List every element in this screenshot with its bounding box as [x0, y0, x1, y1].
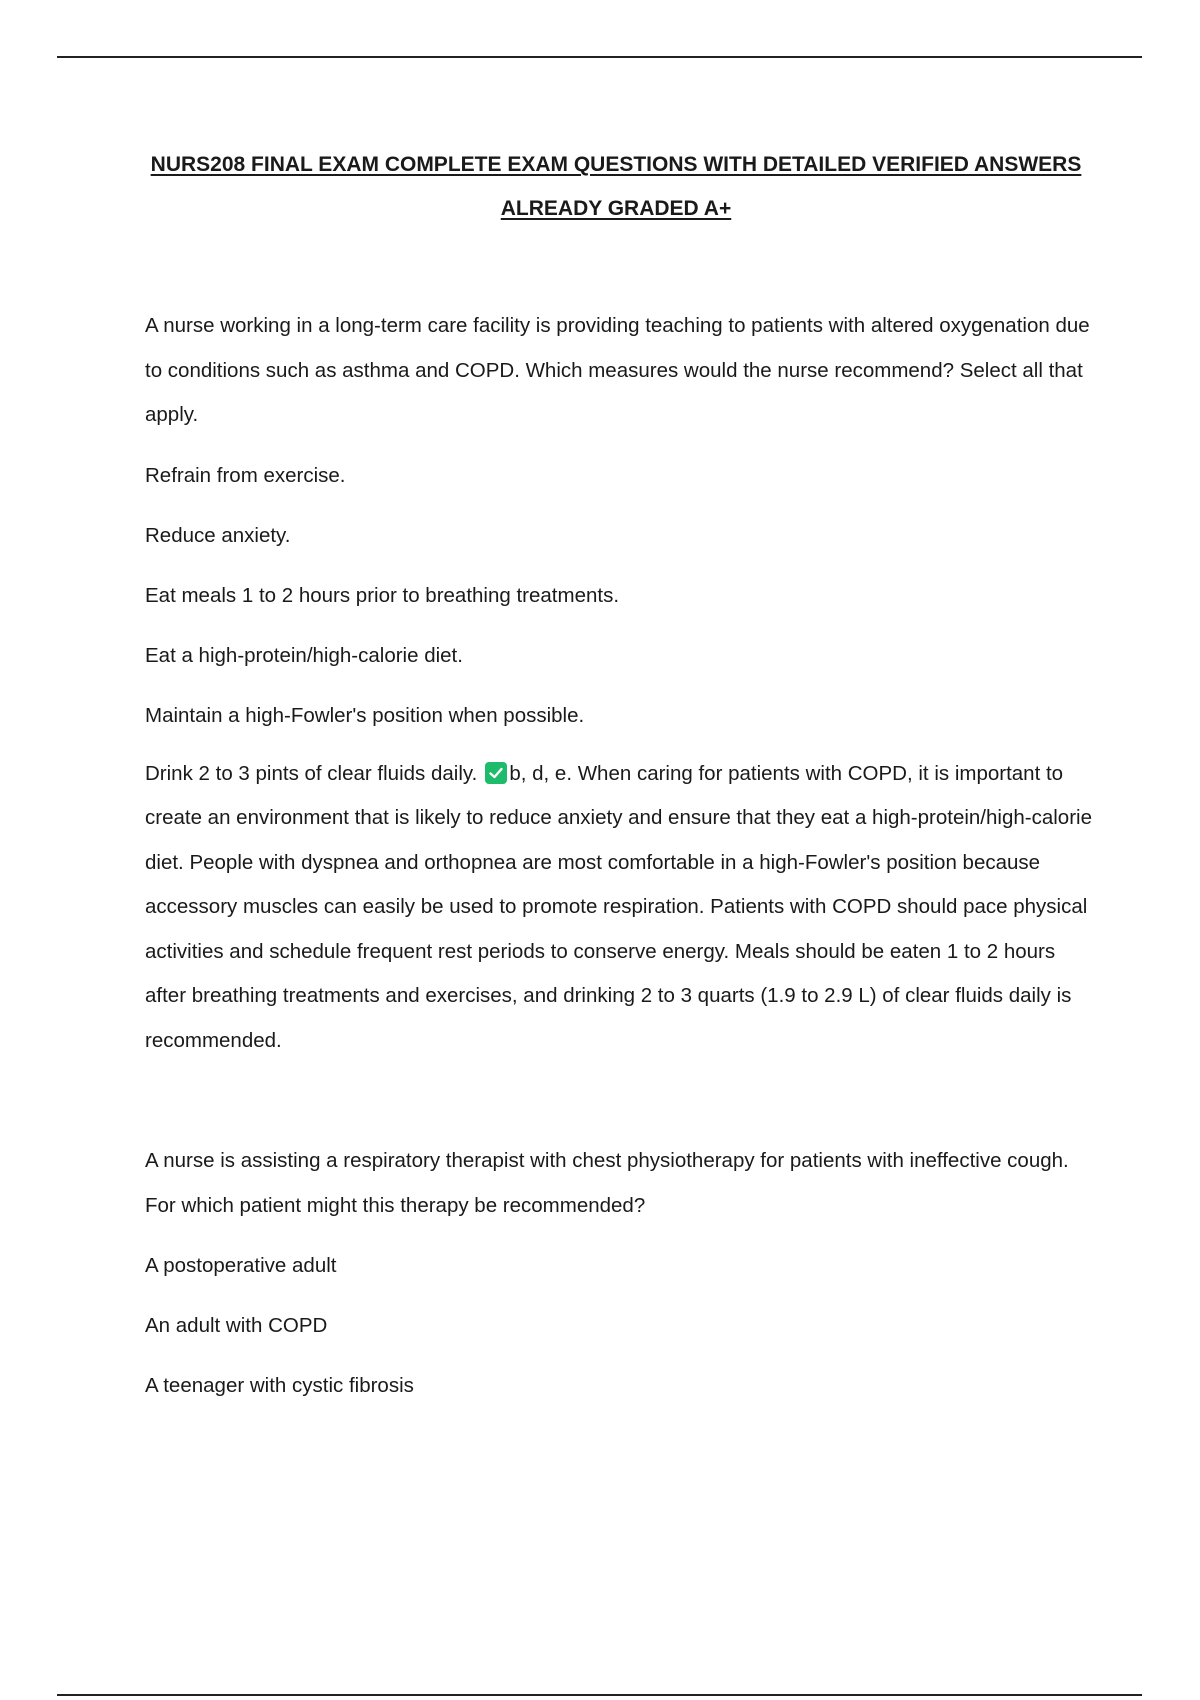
answer-option: Refrain from exercise.: [145, 463, 346, 487]
answer-option: A teenager with cystic fibrosis: [145, 1374, 414, 1397]
answer-option: Eat a high-protein/high-calorie diet.: [145, 643, 463, 667]
check-mark-icon: [485, 762, 507, 784]
answer-option: Reduce anxiety.: [145, 523, 291, 547]
document-title: [150, 143, 1082, 231]
answer-explanation: b, d, e. When caring for patients with COPD, it is important to create an environment that is likely to reduce anxiety and ensure that they eat a high-protein/high-calorie diet. People with dyspnea and orthopnea are most comfortable in a high-Fowler's position because accessory muscles can easily be used to promote respiration. Patients with COPD should pace physical activities and schedule frequent rest periods to conserve energy. Meals should be eaten 1 to 2 hours after breathing treatments and exercises, and drinking 2 to 3 quarts (1.9 to 2.9 L) of clear fluids daily is recommended.: [145, 761, 1092, 1052]
footer-rule: [57, 1694, 1142, 1696]
answer-option: An adult with COPD: [145, 1314, 328, 1337]
title-line-2: ALREADY GRADED A+: [500, 197, 732, 220]
answer-paragraph: [145, 752, 1095, 1064]
header-rule: [57, 56, 1142, 58]
question-text: A nurse is assisting a respiratory therapist with chest physiotherapy for patients with ineffective cough. For which patient might this therapy be recommended?: [145, 1149, 1069, 1217]
question-block-2: [145, 1139, 1095, 1408]
question-block-1: [145, 304, 1095, 1063]
answer-option: Drink 2 to 3 pints of clear fluids daily.: [145, 761, 478, 785]
title-line-1: NURS208 FINAL EXAM COMPLETE EXAM QUESTIONS WITH DETAILED VERIFIED ANSWERS: [150, 153, 1082, 176]
answer-option: Maintain a high-Fowler's position when possible.: [145, 703, 585, 727]
answer-option: Eat meals 1 to 2 hours prior to breathing treatments.: [145, 583, 620, 607]
exam-content: [145, 304, 1095, 1408]
section-spacer: [145, 1063, 1095, 1139]
answer-option: A postoperative adult: [145, 1254, 337, 1277]
question-text: A nurse working in a long-term care facility is providing teaching to patients with altered oxygenation due to conditions such as asthma and COPD. Which measures would the nurse recommend? Select all that apply.: [145, 314, 1090, 426]
